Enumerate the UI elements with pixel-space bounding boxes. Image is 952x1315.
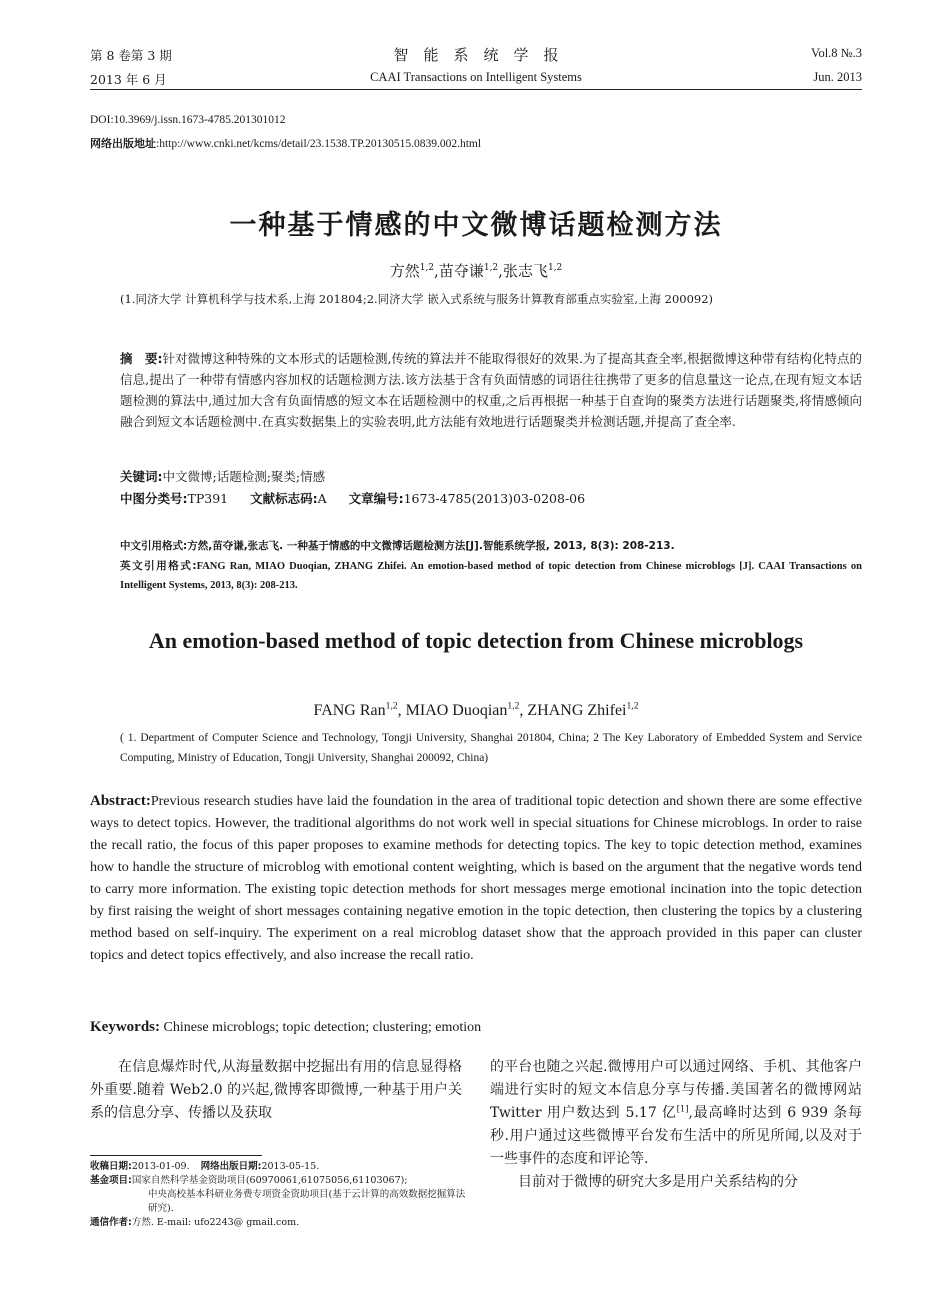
correspondence-text: 方然. E-mail: ufo2243@ gmail.com. [131,1217,300,1228]
keywords-en [90,1016,481,1039]
abstract-cn-label: 摘 要: [120,351,163,366]
author-en-sep: , [519,702,528,719]
header-volume-cn: 第 8 卷第 3 期 [90,48,172,63]
keywords-en-text: Chinese microblogs; topic detection; clustering; emotion [163,1020,482,1035]
reference-1[interactable]: [1] [676,1103,689,1114]
online-date-label: 网络出版日期: [200,1161,262,1172]
author-cn-sep: , [434,262,439,280]
body-right-paragraph-1 [490,1056,862,1171]
title-en: An emotion-based method of topic detection from Chinese microblogs [148,628,804,653]
article-number-value: 1673-4785(2013)03-0208-06 [403,491,586,506]
header-volume-en: Vol.8 №.3 [811,46,862,60]
citation-en [120,557,862,595]
keywords-cn-text: 中文微博;话题检测;聚类;情感 [162,469,326,484]
fund-2: 中央高校基本科研业务费专项资金资助项目(基于云计算的高效数据挖掘算法研究). [148,1189,466,1214]
authors-cn [0,260,952,281]
doi: DOI:10.3969/j.issn.1673-4785.201301012 [90,114,286,126]
received-date: 2013-01-09. [131,1161,190,1172]
fund-1: 国家自然科学基金资助项目(60970061,61075056,61103067); [131,1175,408,1186]
header-journal-en: CAAI Transactions on Intelligent Systems [370,70,582,84]
doc-code-label: 文献标志码: [250,491,318,506]
citation-en-label: 英文引用格式: [120,560,197,572]
clc-value: TP391 [187,491,229,506]
body-right-paragraph-2: 目前对于微博的研究大多是用户关系结构的分 [518,1174,798,1190]
author-cn-1-sup: 1,2 [419,263,435,273]
footnote-correspondence [90,1216,470,1230]
footnote-rule [90,1155,262,1156]
online-address [90,135,481,151]
footnote-funding [90,1174,470,1216]
affiliation-cn: (1.同济大学 计算机科学与技术系,上海 201804;2.同济大学 嵌入式系统与服务计算教育部重点实验室,上海 200092) [120,292,714,306]
abstract-cn [120,348,862,432]
authors-en [0,702,952,720]
footnote-dates [90,1160,470,1174]
citation-en-text: FANG Ran, MIAO Duoqian, ZHANG Zhifei. An emotion-based method of topic detection from Chinese microblogs [J]. CAAI Transactions on Intelligent Systems, 2013, 8(3): 208-213. [120,561,862,591]
keywords-cn [120,466,325,487]
author-cn-sep: , [498,262,503,280]
author-en-3: ZHANG Zhifei [527,702,627,719]
author-en-2: MIAO Duoqian [405,702,508,719]
body-left-paragraph: 在信息爆炸时代,从海量数据中挖掘出有用的信息显得格外重要.随着 Web2.0 的兴起,微博客即微博,一种基于用户关系的信息分享、传播以及获取 [90,1059,462,1121]
doc-code-value: A [317,491,327,506]
body-left-column [90,1056,462,1125]
footnotes [90,1160,470,1230]
online-address-url[interactable]: :http://www.cnki.net/kcms/detail/23.1538.TP.20130515.0839.002.html [156,138,482,150]
author-en-3-sup: 1,2 [626,700,639,712]
citation-cn-text: 方然,苗夺谦,张志飞. 一种基于情感的中文微博话题检测方法[J].智能系统学报, 2013, 8(3): 208-213. [187,540,675,552]
keywords-cn-label: 关键词: [120,469,163,484]
author-cn-3-sup: 1,2 [547,263,563,273]
affiliation-en: ( 1. Department of Computer Science and Technology, Tongji University, Shanghai 201804, China; 2 The Key Laboratory of Embedded System and Service Computing, Ministry of Education, Tongji University, Shanghai 200092, China) [120,732,862,764]
header-date-en: Jun. 2013 [813,70,862,84]
author-en-1: FANG Ran [313,702,386,719]
body-right-column [490,1056,862,1194]
fund-label: 基金项目: [90,1175,132,1186]
header-rule [90,89,862,90]
citation-cn [120,537,862,556]
online-address-label: 网络出版地址 [90,137,156,150]
header-journal-cn: 智 能 系 统 学 报 [393,46,559,64]
author-en-2-sup: 1,2 [507,700,520,712]
abstract-cn-text: 针对微博这种特殊的文本形式的话题检测,传统的算法并不能取得很好的效果.为了提高其查全率,根据微博这种带有结构化特点的信息,提出了一种带有情感内容加权的话题检测方法.该方法基于含有负面情感的词语往往携带了更多的信息量这一论点,在现有短文本话题检测的算法中,通过加大含有负面情感的短文本在话题检测中的权重,之后再根据一种基于自查询的聚类方法进行话题聚类,将情感倾向融合到短文本话题检测中.在真实数据集上的实验表明,此方法能有效地进行话题聚类并检测话题,并提高了查全率. [120,351,862,429]
author-cn-2-sup: 1,2 [483,263,499,273]
abstract-en-label: Abstract: [90,793,151,809]
correspondence-label: 通信作者: [90,1217,132,1228]
header-date-cn: 2013 年 6 月 [90,72,167,87]
author-cn-2: 苗夺谦 [438,262,484,280]
keywords-en-label: Keywords: [90,1019,160,1035]
author-cn-1: 方然 [389,262,420,280]
abstract-en [90,790,862,967]
author-cn-3: 张志飞 [502,262,548,280]
title-cn: 一种基于情感的中文微博话题检测方法 [229,210,723,241]
clc-label: 中图分类号: [120,491,188,506]
article-number-label: 文章编号: [348,491,404,506]
citation-cn-label: 中文引用格式: [120,540,188,552]
body-right-paragraph-1a: 的平台也随之兴起.微博用户可以通过网络、手机、其他客户端进行实时的短文本信息分享与传播.美国著名的微博网站 Twitter 用户数达到 5.17 亿 [490,1059,862,1121]
author-en-1-sup: 1,2 [385,700,398,712]
author-en-sep: , [397,702,406,719]
received-label: 收稿日期: [90,1161,132,1172]
abstract-en-text: Previous research studies have laid the foundation in the area of traditional topic detection and shown there are some effective ways to detect topics. However, the traditional algorithms do not work well in special situations for Chinese microblogs. In order to raise the recall ratio, the focus of this paper proposes to examine methods for detecting topics. The key to topic detection method, examines how to handle the structure of microblog with emotional content weighting, which is based on the argument that the negative words tend to carry more information. The existing topic detection methods for short messages merge emotional incination into the topic detection by first raising the weight of short messages containing negative emotion in the topic detection, then clustering the topics by a clustering method based on self-inquiry. The experiment on a real microblog dataset show that the approach provided in this paper can cluster topics and detect topics effectively, and also increase the recall ratio. [90,794,862,963]
classification-line [120,488,585,509]
online-date: 2013-05-15. [261,1161,320,1172]
body-right-paragraph-1b: ,最高峰时达到 6 939 条每秒.用户通过这些微博平台发布生活中的所见所闻,以及对于一些事件的态度和评论等. [490,1105,862,1167]
